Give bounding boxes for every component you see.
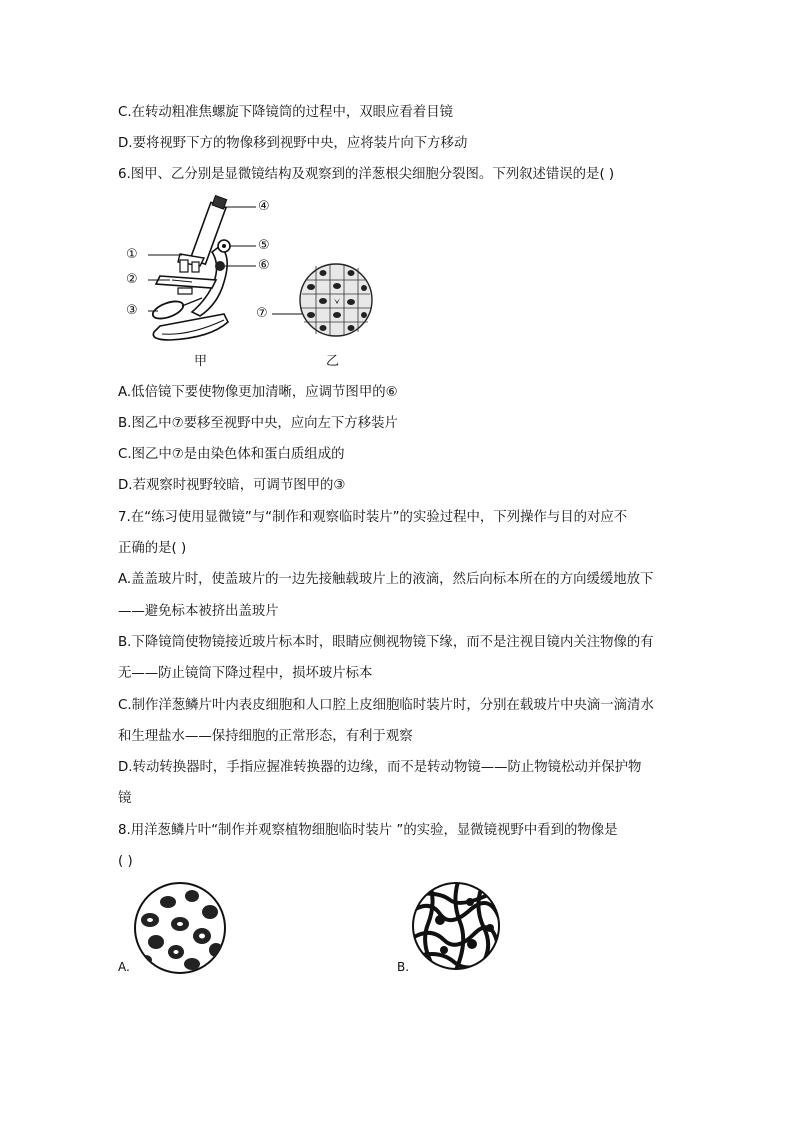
q7-option-b-line1: B.下降镜筒使物镜接近玻片标本时，眼睛应侧视物镜下缘，而不是注视目镜内关注物像的有 [118, 635, 654, 650]
label-7: ⑦ [256, 306, 268, 321]
q7-option-d-line2: 镜 [118, 791, 132, 806]
q8-option-a-label: A. [118, 960, 130, 974]
q8-stem-line1: 8.用洋葱鳞片叶“制作并观察植物细胞临时装片 ”的实验，显微镜视野中看到的物像是 [118, 823, 618, 838]
q7-option-b-line2: 无——防止镜筒下降过程中，损坏玻片标本 [118, 666, 373, 681]
label-2: ② [126, 272, 138, 287]
onion-root-tip-cells-figure [256, 262, 376, 342]
label-5: ⑤ [258, 238, 270, 253]
q7-stem-line2: 正确的是( ) [118, 541, 187, 556]
label-3: ③ [126, 303, 138, 318]
q8-option-b-label: B. [397, 960, 410, 974]
label-1: ① [126, 247, 138, 262]
q6-option-c: C.图乙中⑦是由染色体和蛋白质组成的 [118, 447, 345, 462]
q7-option-c-line2: 和生理盐水——保持细胞的正常形态，有利于观察 [118, 729, 413, 744]
q5-option-c: C.在转动粗准焦螺旋下降镜筒的过程中，双眼应看着目镜 [118, 105, 453, 120]
label-6: ⑥ [258, 258, 270, 273]
q7-stem-line1: 7.在“练习使用显微镜”与“制作和观察临时装片”的实验过程中，下列操作与目的对应不 [118, 510, 628, 525]
option-b-tissue-image [410, 880, 502, 972]
option-a-blood-cells-image [132, 880, 228, 976]
q7-option-a-line2: ——避免标本被挤出盖玻片 [118, 604, 279, 619]
q6-option-a: A.低倍镜下要使物像更加清晰，应调节图甲的⑥ [118, 385, 398, 400]
caption-yi: 乙 [326, 354, 340, 369]
q7-option-c-line1: C.制作洋葱鳞片叶内表皮细胞和人口腔上皮细胞临时装片时，分别在载玻片中央滴一滴清水 [118, 698, 654, 713]
label-4: ④ [258, 199, 270, 214]
q5-option-d: D.要将视野下方的物像移到视野中央，应将装片向下方移动 [118, 136, 468, 151]
q6-option-b: B.图乙中⑦要移至视野中央，应向左下方移装片 [118, 416, 398, 431]
q7-option-a-line1: A.盖盖玻片时，使盖玻片的一边先接触载玻片上的液滴，然后向标本所在的方向缓缓地放下 [118, 572, 654, 587]
caption-jia: 甲 [194, 354, 208, 369]
q7-option-d-line1: D.转动转换器时，手指应握准转换器的边缘，而不是转动物镜——防止物镜松动并保护物 [118, 760, 642, 775]
q6-stem: 6.图甲、乙分别是显微镜结构及观察到的洋葱根尖细胞分裂图。下列叙述错误的是( ) [118, 167, 615, 182]
q8-stem-line2: ( ) [118, 854, 133, 869]
q6-option-d: D.若观察时视野较暗，可调节图甲的③ [118, 478, 346, 493]
